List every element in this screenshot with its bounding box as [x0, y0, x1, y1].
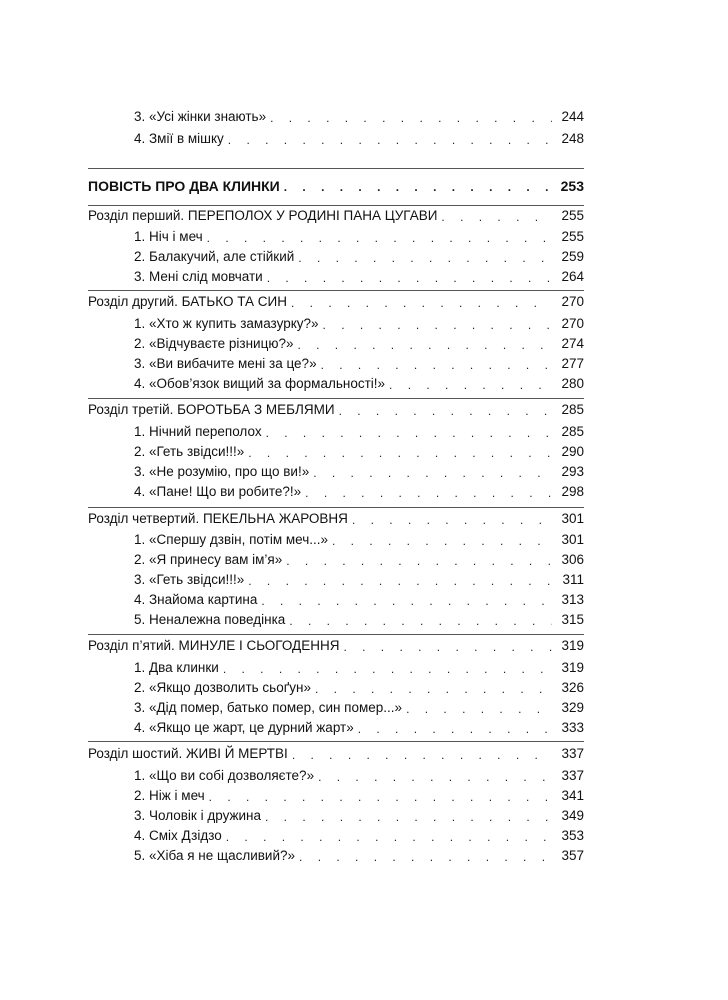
toc-subsection-row[interactable]	[134, 107, 584, 127]
toc-subsection-row[interactable]	[134, 550, 584, 570]
toc-page-number: 333	[561, 720, 584, 735]
toc-chapter-row[interactable]	[88, 744, 584, 764]
toc-entry-title: 3. «Не розумію, про що ви!»	[134, 464, 310, 479]
toc-subsection-row[interactable]	[134, 570, 584, 590]
section-divider	[88, 507, 584, 508]
toc-page-number: 353	[561, 828, 584, 843]
toc-subsection-row[interactable]	[134, 374, 584, 394]
toc-subsection-row[interactable]	[134, 698, 584, 718]
toc-chapter-title: Розділ п’ятий. МИНУЛЕ І СЬОГОДЕННЯ	[88, 638, 340, 653]
toc-entry-title: 1. «Спершу дзвін, потім меч...»	[134, 532, 328, 547]
leader-dots	[297, 334, 552, 354]
toc-entry-title: 4. Сміх Дзідзо	[134, 828, 222, 843]
toc-entry-title: 5. «Хіба я не щасливий?»	[134, 848, 296, 863]
toc-page-number: 319	[561, 660, 584, 675]
toc-subsection-row[interactable]	[134, 227, 584, 247]
toc-subsection-row[interactable]	[134, 610, 584, 630]
leader-dots	[321, 354, 552, 374]
toc-subsection-row[interactable]	[134, 482, 584, 502]
leader-dots	[270, 107, 552, 127]
section-divider	[88, 168, 584, 169]
toc-subsection-row[interactable]	[134, 314, 584, 334]
toc-subsection-row[interactable]	[134, 462, 584, 482]
leader-dots	[299, 846, 552, 866]
toc-entry-title: 3. Мені слід мовчати	[134, 269, 263, 284]
toc-entry-title: 2. Балакучий, але стійкий	[134, 249, 295, 264]
leader-dots	[441, 206, 552, 226]
leader-dots	[323, 314, 552, 334]
toc-page-number: 306	[561, 552, 584, 567]
toc-entry-title: 4. «Пане! Що ви робите?!»	[134, 484, 302, 499]
toc-page-number: 357	[561, 848, 584, 863]
leader-dots	[358, 718, 552, 738]
toc-page-number: 311	[562, 572, 584, 587]
leader-dots	[389, 374, 552, 394]
toc-entry-title: 2. «Геть звідси!!!»	[134, 444, 245, 459]
toc-subsection-row[interactable]	[134, 590, 584, 610]
toc-entry-title: 2. «Я принесу вам ім’я»	[134, 552, 283, 567]
toc-chapter-row[interactable]	[88, 292, 584, 312]
toc-subsection-row[interactable]	[134, 786, 584, 806]
leader-dots	[248, 442, 552, 462]
toc-subsection-row[interactable]	[134, 718, 584, 738]
toc-page-number: 285	[561, 402, 584, 417]
leader-dots	[226, 826, 552, 846]
leader-dots	[228, 129, 552, 149]
toc-entry-title: 3. «Усі жінки знають»	[134, 109, 267, 124]
toc-subsection-row[interactable]	[134, 247, 584, 267]
toc-chapter-title: Розділ четвертий. ПЕКЕЛЬНА ЖАРОВНЯ	[88, 511, 348, 526]
leader-dots	[305, 482, 552, 502]
toc-page-number: 349	[561, 808, 584, 823]
toc-page-number: 293	[561, 464, 584, 479]
toc-chapter-row[interactable]	[88, 509, 584, 529]
leader-dots	[298, 247, 552, 267]
toc-page-number: 280	[561, 376, 584, 391]
toc-page-number: 270	[561, 316, 584, 331]
leader-dots	[292, 744, 552, 764]
toc-entry-title: 2. «Якщо дозволить сьоґун»	[134, 680, 311, 695]
section-divider	[88, 634, 584, 635]
toc-page-number: 277	[561, 356, 584, 371]
leader-dots	[339, 400, 552, 420]
leader-dots	[266, 422, 552, 442]
toc-entry-title: 4. Знайома картина	[134, 592, 258, 607]
toc-chapter-row[interactable]	[88, 206, 584, 226]
leader-dots	[265, 806, 552, 826]
toc-subsection-row[interactable]	[134, 766, 584, 786]
toc-page-number: 274	[561, 336, 584, 351]
toc-page-number: 253	[560, 178, 584, 194]
toc-chapter-title: Розділ третій. БОРОТЬБА З МЕБЛЯМИ	[88, 402, 335, 417]
leader-dots	[318, 766, 552, 786]
toc-part-title: ПОВІСТЬ ПРО ДВА КЛИНКИ	[88, 178, 280, 194]
leader-dots	[267, 267, 552, 287]
toc-entry-title: 1. «Хто ж купить замазурку?»	[134, 316, 319, 331]
leader-dots	[223, 658, 552, 678]
toc-page-number: 248	[561, 131, 584, 146]
section-divider	[88, 398, 584, 399]
leader-dots	[313, 462, 552, 482]
toc-chapter-title: Розділ перший. ПЕРЕПОЛОХ У РОДИНІ ПАНА ЦУГАВИ	[88, 208, 438, 223]
toc-page-number: 264	[561, 269, 584, 284]
leader-dots	[332, 530, 552, 550]
toc-entry-title: 4. «Обов’язок вищий за формальності!»	[134, 376, 386, 391]
toc-entry-title: 3. «Геть звідси!!!»	[134, 572, 245, 587]
toc-page-number: 326	[561, 680, 584, 695]
toc-entry-title: 2. «Відчуваєте різницю?»	[134, 336, 294, 351]
toc-page-number: 285	[561, 424, 584, 439]
toc-subsection-row[interactable]	[134, 129, 584, 149]
toc-page-number: 290	[561, 444, 584, 459]
leader-dots	[286, 550, 552, 570]
leader-dots	[343, 636, 552, 656]
toc-part-row[interactable]	[88, 176, 584, 196]
toc-page-number: 337	[561, 746, 584, 761]
leader-dots	[284, 176, 552, 196]
toc-page-number: 255	[561, 229, 584, 244]
toc-subsection-row[interactable]	[134, 530, 584, 550]
toc-page-number: 337	[561, 768, 584, 783]
toc-subsection-row[interactable]	[134, 826, 584, 846]
toc-chapter-title: Розділ шостий. ЖИВІ Й МЕРТВІ	[88, 746, 288, 761]
toc-page-number: 301	[561, 532, 584, 547]
toc-subsection-row[interactable]	[134, 846, 584, 866]
toc-subsection-row[interactable]	[134, 354, 584, 374]
toc-page-number: 329	[561, 700, 584, 715]
toc-subsection-row[interactable]	[134, 334, 584, 354]
toc-subsection-row[interactable]	[134, 678, 584, 698]
toc-subsection-row[interactable]	[134, 806, 584, 826]
toc-entry-title: 1. Нічний переполох	[134, 424, 262, 439]
toc-page-number: 298	[561, 484, 584, 499]
section-divider	[88, 741, 584, 742]
toc-page-number: 301	[561, 511, 584, 526]
toc-chapter-title: Розділ другий. БАТЬКО ТА СИН	[88, 294, 287, 309]
toc-page-number: 255	[561, 208, 584, 223]
toc-subsection-row[interactable]	[134, 422, 584, 442]
toc-page-number: 244	[561, 109, 584, 124]
toc-entry-title: 4. «Якщо це жарт, це дурний жарт»	[134, 720, 354, 735]
section-divider	[88, 290, 584, 291]
toc-entry-title: 3. Чоловік і дружина	[134, 808, 262, 823]
leader-dots	[406, 698, 552, 718]
leader-dots	[352, 509, 552, 529]
toc-chapter-row[interactable]	[88, 636, 584, 656]
toc-page-number: 319	[561, 638, 584, 653]
toc-entry-title: 2. Ніж і меч	[134, 788, 205, 803]
toc-entry-title: 4. Змії в мішку	[134, 131, 224, 146]
leader-dots	[315, 678, 552, 698]
toc-entry-title: 1. «Що ви собі дозволяєте?»	[134, 768, 315, 783]
leader-dots	[248, 570, 552, 590]
toc-entry-title: 1. Ніч і меч	[134, 229, 203, 244]
toc-page-number: 341	[561, 788, 584, 803]
leader-dots	[209, 786, 552, 806]
toc-page-number: 315	[561, 612, 584, 627]
toc-entry-title: 3. «Дід помер, батько помер, син помер...»	[134, 700, 403, 715]
toc-chapter-row[interactable]	[88, 400, 584, 420]
toc-entry-title: 3. «Ви вибачите мені за це?»	[134, 356, 317, 371]
toc-page-number: 270	[561, 294, 584, 309]
toc-subsection-row[interactable]	[134, 442, 584, 462]
toc-subsection-row[interactable]	[134, 267, 584, 287]
toc-entry-title: 5. Неналежна поведінка	[134, 612, 286, 627]
toc-subsection-row[interactable]	[134, 658, 584, 678]
leader-dots	[207, 227, 552, 247]
leader-dots	[289, 610, 552, 630]
toc-entry-title: 1. Два клинки	[134, 660, 219, 675]
leader-dots	[291, 292, 552, 312]
toc-page-number: 259	[561, 249, 584, 264]
toc-page-number: 313	[561, 592, 584, 607]
leader-dots	[261, 590, 552, 610]
